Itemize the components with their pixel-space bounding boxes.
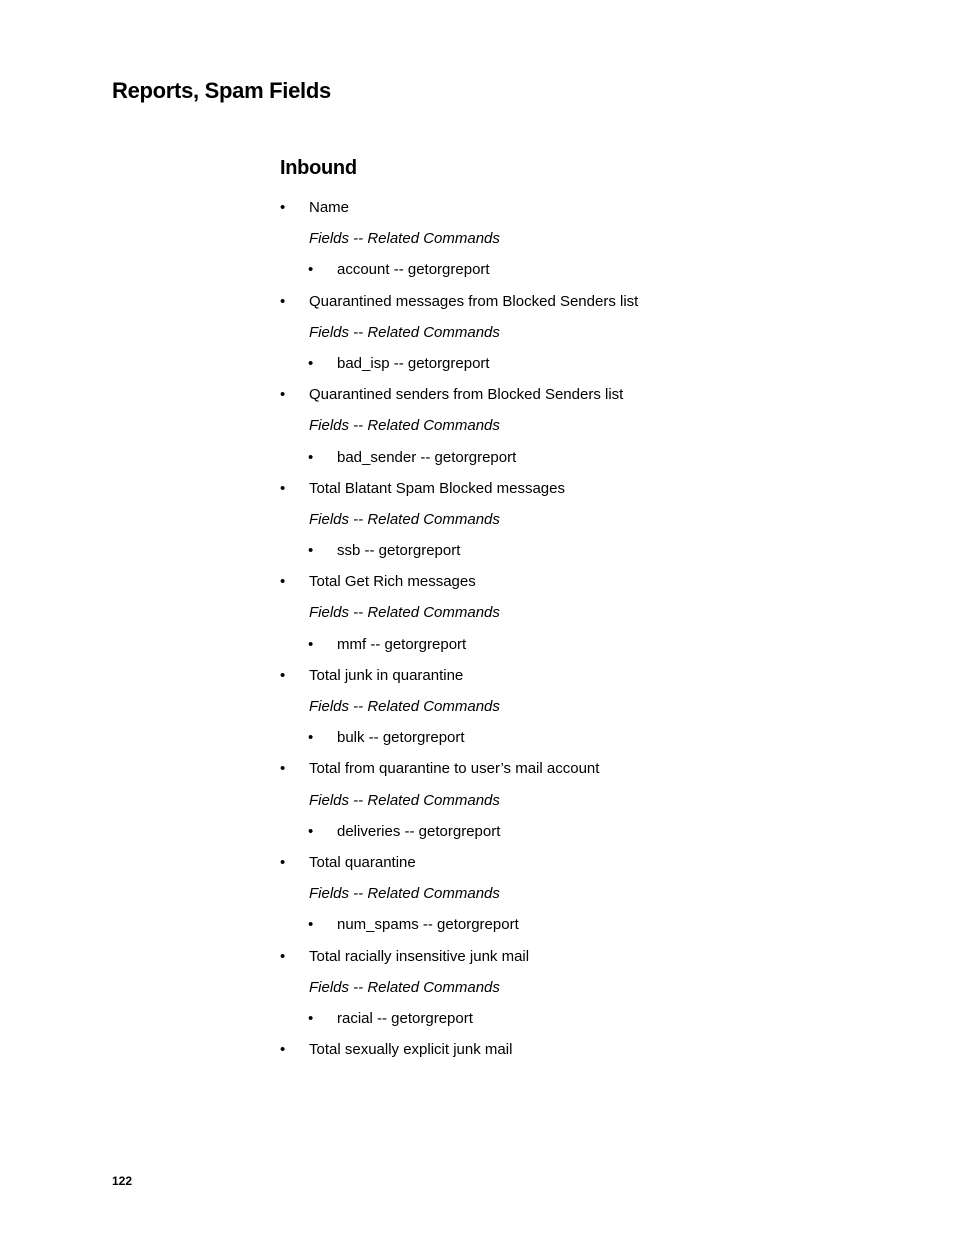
command-line: [280, 632, 900, 663]
bullet-icon: •: [308, 729, 314, 747]
field-item: [280, 569, 900, 663]
field-name: Total racially insensitive junk mail: [309, 947, 530, 965]
command-line: [280, 912, 900, 943]
related-commands-heading: Fields -- Related Commands: [309, 604, 500, 622]
command-text: ssb -- getorgreport: [337, 542, 461, 560]
bullet-icon: •: [280, 573, 286, 591]
page-title: Reports, Spam Fields: [112, 78, 331, 103]
command-text: bad_sender -- getorgreport: [337, 448, 517, 466]
bullet-icon: •: [280, 1041, 286, 1059]
command-text: num_spams -- getorgreport: [337, 916, 519, 934]
field-item: [280, 850, 900, 944]
command-line: [280, 445, 900, 476]
field-item: [280, 476, 900, 570]
command-text: deliveries -- getorgreport: [337, 822, 501, 840]
field-name: Total junk in quarantine: [309, 666, 464, 684]
command-line: [280, 819, 900, 850]
bullet-icon: •: [308, 822, 314, 840]
command-text: mmf -- getorgreport: [337, 635, 467, 653]
related-commands-heading-line: [280, 788, 900, 819]
field-list: [280, 195, 900, 1068]
bullet-icon: •: [280, 479, 286, 497]
field-name-line: [280, 382, 900, 413]
field-item: [280, 195, 900, 289]
related-commands-heading-line: [280, 694, 900, 725]
bullet-icon: •: [280, 760, 286, 778]
related-commands-heading-line: [280, 881, 900, 912]
command-text: racial -- getorgreport: [337, 1009, 473, 1027]
field-name: Total Get Rich messages: [309, 573, 476, 591]
bullet-icon: •: [308, 635, 314, 653]
bullet-icon: •: [280, 199, 286, 216]
related-commands-heading-line: [280, 413, 900, 444]
field-name-line: [280, 289, 900, 320]
field-name: Quarantined senders from Blocked Senders list: [309, 386, 624, 404]
field-name-line: [280, 1037, 900, 1068]
bullet-icon: •: [308, 354, 314, 372]
field-name: Total from quarantine to user’s mail account: [309, 760, 600, 778]
field-name-line: [280, 476, 900, 507]
command-line: [280, 1006, 900, 1037]
command-line: [280, 725, 900, 756]
page-number: 122: [112, 1174, 133, 1188]
related-commands-heading-line: [280, 507, 900, 538]
related-commands-heading: Fields -- Related Commands: [309, 978, 500, 996]
bullet-icon: •: [280, 947, 286, 965]
bullet-icon: •: [280, 386, 286, 404]
field-item: [280, 756, 900, 850]
command-line: [280, 351, 900, 382]
command-line: [280, 538, 900, 569]
bullet-icon: •: [280, 853, 286, 871]
field-item: [280, 382, 900, 476]
bullet-icon: •: [308, 916, 314, 934]
bullet-icon: •: [280, 666, 286, 684]
command-text: bulk -- getorgreport: [337, 729, 465, 747]
related-commands-heading-line: [280, 226, 900, 257]
bullet-icon: •: [308, 261, 314, 279]
field-name-line: [280, 569, 900, 600]
field-name: Name: [309, 199, 350, 216]
field-name: Total Blatant Spam Blocked messages: [309, 479, 565, 497]
related-commands-heading: Fields -- Related Commands: [309, 791, 500, 809]
field-name-line: [280, 195, 900, 226]
bullet-icon: •: [280, 292, 286, 310]
field-item: [280, 289, 900, 383]
related-commands-heading-line: [280, 600, 900, 631]
bullet-icon: •: [308, 1009, 314, 1027]
field-name: Total sexually explicit junk mail: [309, 1041, 513, 1059]
related-commands-heading-line: [280, 320, 900, 351]
section-title: Inbound: [280, 157, 357, 179]
command-text: bad_isp -- getorgreport: [337, 354, 490, 372]
field-name-line: [280, 663, 900, 694]
related-commands-heading: Fields -- Related Commands: [309, 417, 500, 435]
command-line: [280, 257, 900, 288]
bullet-icon: •: [308, 542, 314, 560]
field-name-line: [280, 850, 900, 881]
related-commands-heading: Fields -- Related Commands: [309, 510, 500, 528]
field-name-line: [280, 756, 900, 787]
field-name: Total quarantine: [309, 853, 416, 871]
related-commands-heading: Fields -- Related Commands: [309, 230, 500, 248]
field-name-line: [280, 944, 900, 975]
command-text: account -- getorgreport: [337, 261, 490, 279]
field-item: [280, 1037, 900, 1068]
related-commands-heading-line: [280, 975, 900, 1006]
related-commands-heading: Fields -- Related Commands: [309, 698, 500, 715]
related-commands-heading: Fields -- Related Commands: [309, 885, 500, 903]
field-item: [280, 944, 900, 1038]
related-commands-heading: Fields -- Related Commands: [309, 323, 500, 341]
field-name: Quarantined messages from Blocked Senders list: [309, 292, 639, 310]
bullet-icon: •: [308, 448, 314, 466]
field-item: [280, 663, 900, 757]
